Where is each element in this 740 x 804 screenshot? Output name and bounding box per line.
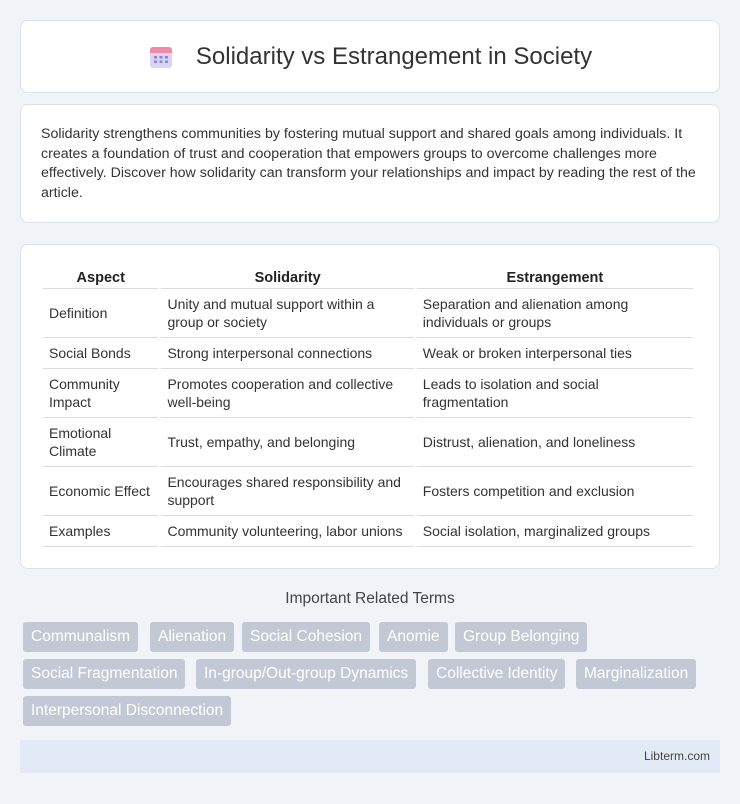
tag-alienation[interactable]: Alienation bbox=[150, 622, 234, 652]
table-icon bbox=[148, 44, 174, 70]
tag-in-group-out-group-dynamics[interactable]: In-group/Out-group Dynamics bbox=[196, 659, 416, 689]
tag-social-fragmentation[interactable]: Social Fragmentation bbox=[23, 659, 185, 689]
table-header-row bbox=[43, 265, 693, 289]
table-cell: Leads to isolation and social fragmentation bbox=[417, 369, 693, 418]
table-cell: Encourages shared responsibility and support bbox=[161, 467, 413, 516]
table-cell: Community Impact bbox=[43, 369, 158, 418]
table-row bbox=[43, 467, 693, 516]
table-row bbox=[43, 516, 693, 547]
table-cell: Examples bbox=[43, 516, 158, 547]
table-row bbox=[43, 289, 693, 338]
tag-social-cohesion[interactable]: Social Cohesion bbox=[242, 622, 370, 652]
table-cell: Community volunteering, labor unions bbox=[161, 516, 413, 547]
table-row bbox=[43, 418, 693, 467]
table-cell: Promotes cooperation and collective well-being bbox=[161, 369, 413, 418]
table-cell: Emotional Climate bbox=[43, 418, 158, 467]
table-cell: Social isolation, marginalized groups bbox=[417, 516, 693, 547]
tag-interpersonal-disconnection[interactable]: Interpersonal Disconnection bbox=[23, 696, 231, 726]
column-header-solidarity: Solidarity bbox=[161, 265, 413, 289]
tag-collective-identity[interactable]: Collective Identity bbox=[428, 659, 565, 689]
intro-text: Solidarity strengthens communities by fostering mutual support and shared goals among individuals. It creates a foundation of trust and cooperation that empowers groups to overcome challenges more effectively. Discover how solidarity can transform your relationships and impact by reading the rest of the article. bbox=[41, 126, 696, 201]
column-header-estrangement: Estrangement bbox=[417, 265, 693, 289]
intro-card bbox=[20, 104, 720, 223]
comparison-card bbox=[20, 244, 720, 569]
tag-marginalization[interactable]: Marginalization bbox=[576, 659, 696, 689]
tag-group-belonging[interactable]: Group Belonging bbox=[455, 622, 587, 652]
related-terms-title: Important Related Terms bbox=[285, 590, 455, 607]
table-cell: Social Bonds bbox=[43, 338, 158, 369]
table-cell: Economic Effect bbox=[43, 467, 158, 516]
page-title: Solidarity vs Estrangement in Society bbox=[195, 42, 593, 70]
table-cell: Distrust, alienation, and loneliness bbox=[417, 418, 693, 467]
column-header-aspect: Aspect bbox=[43, 265, 158, 289]
footer-site-name[interactable]: Libterm.com bbox=[643, 749, 710, 763]
tag-anomie[interactable]: Anomie bbox=[379, 622, 448, 652]
table-cell: Fosters competition and exclusion bbox=[417, 467, 693, 516]
table-row bbox=[43, 338, 693, 369]
table-cell: Unity and mutual support within a group or society bbox=[161, 289, 413, 338]
table-cell: Definition bbox=[43, 289, 158, 338]
table-cell: Trust, empathy, and belonging bbox=[161, 418, 413, 467]
comparison-table bbox=[40, 265, 696, 547]
table-row bbox=[43, 369, 693, 418]
table-cell: Separation and alienation among individuals or groups bbox=[417, 289, 693, 338]
footer bbox=[20, 740, 720, 773]
tag-communalism[interactable]: Communalism bbox=[23, 622, 138, 652]
table-cell: Weak or broken interpersonal ties bbox=[417, 338, 693, 369]
table-cell: Strong interpersonal connections bbox=[161, 338, 413, 369]
header-card bbox=[20, 20, 720, 93]
